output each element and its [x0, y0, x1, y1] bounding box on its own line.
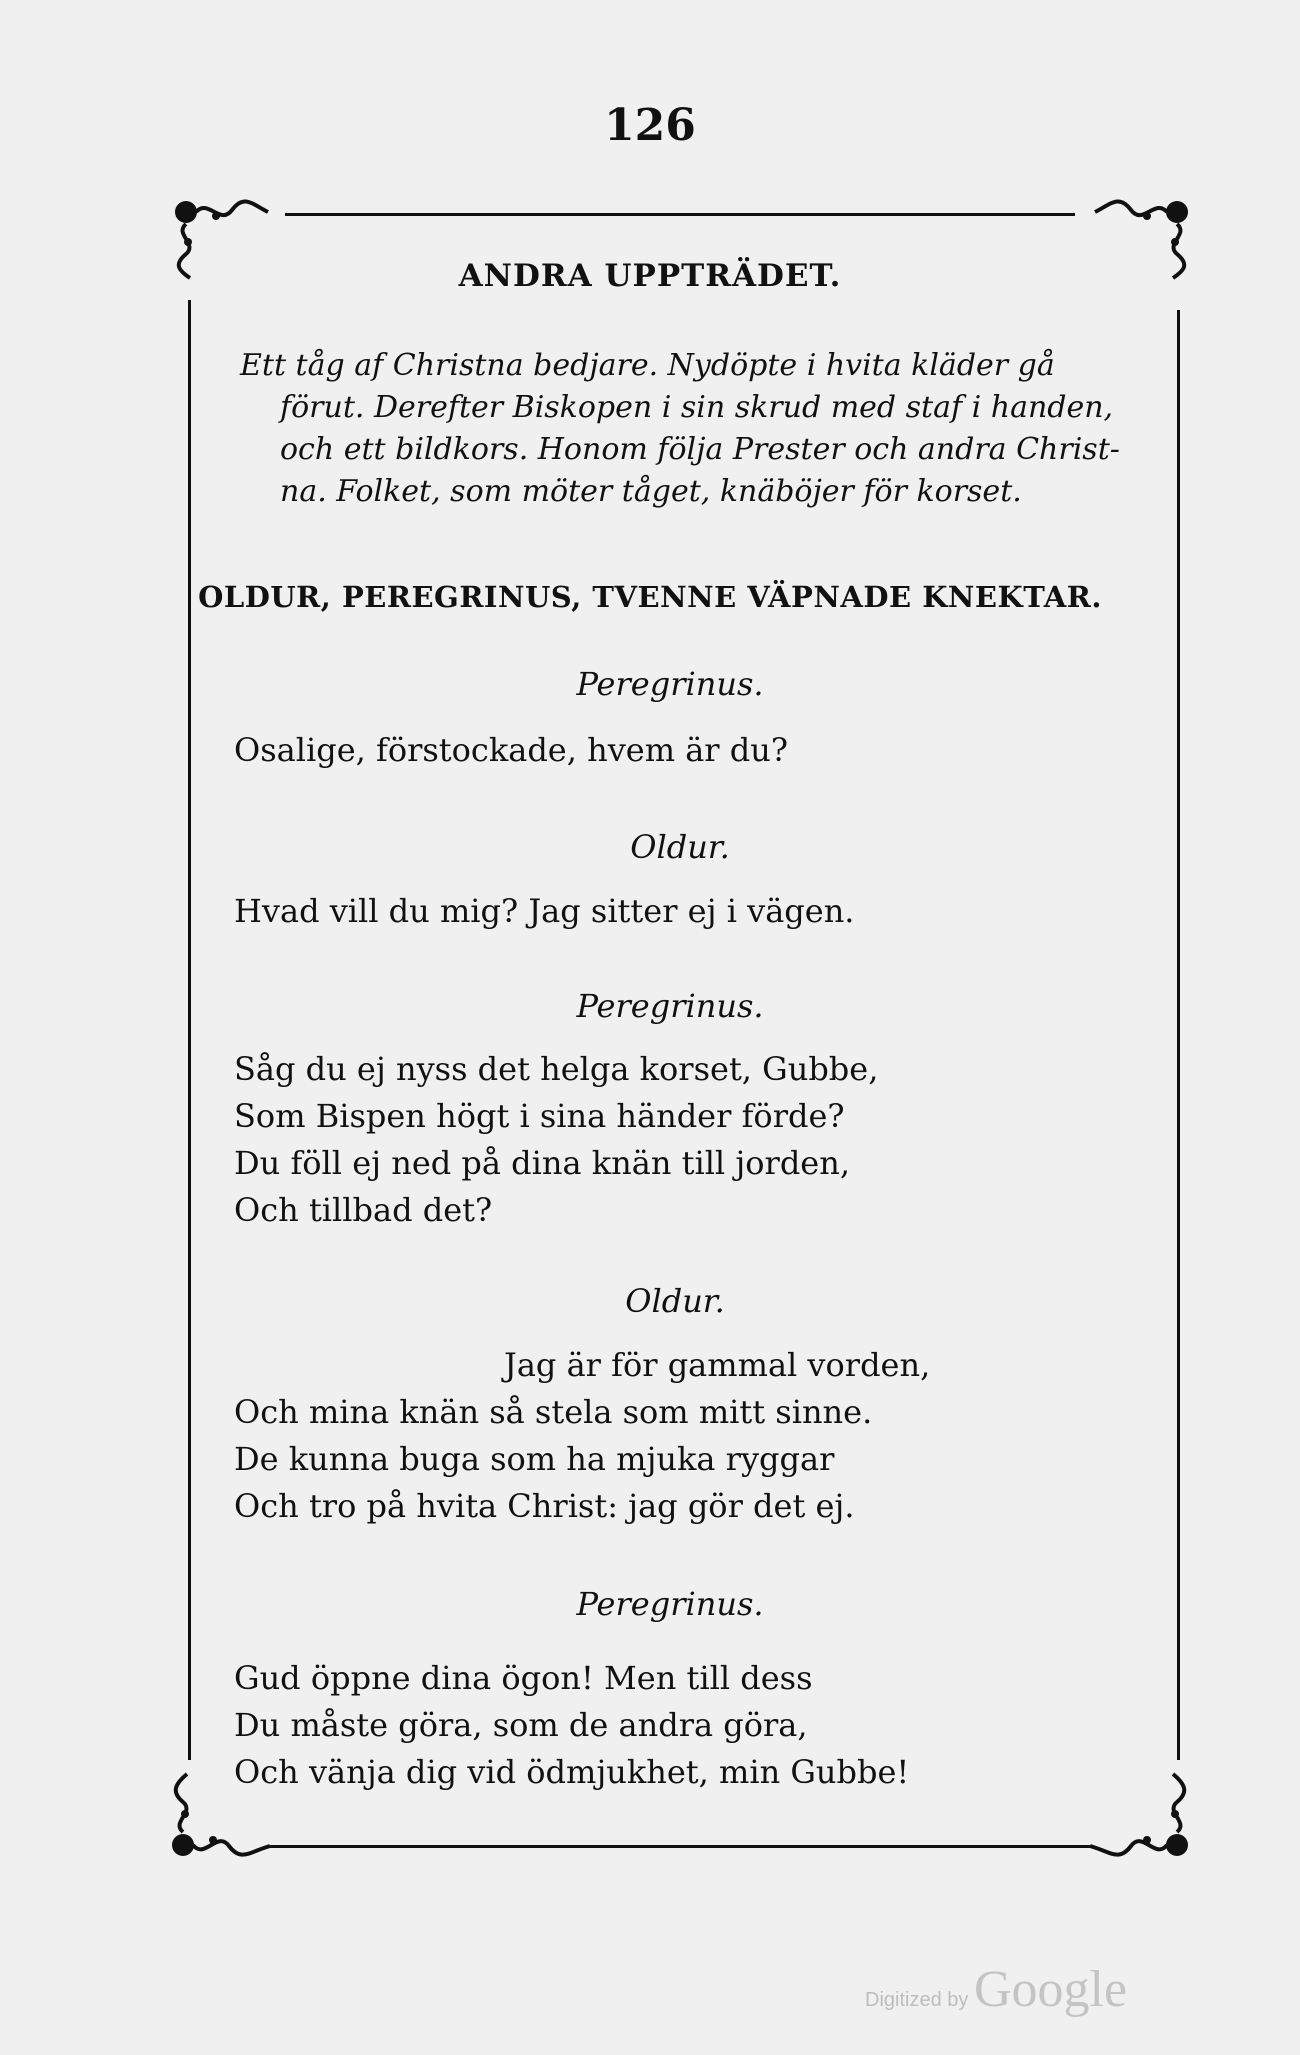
stage-direction-line: Ett tåg af Christna bedjare. Nydöpte i hvita kläder gå: [240, 348, 1055, 383]
verse-block: [234, 1046, 878, 1234]
left-rule: [188, 300, 191, 1760]
verse-block: [234, 1342, 930, 1530]
stage-direction-line: och ett bildkors. Honom följa Prester och andra Christ-: [280, 432, 1120, 467]
verse-line: Och mina knän så stela som mitt sinne.: [234, 1393, 873, 1431]
verse-line: Som Bispen högt i sina händer förde?: [234, 1097, 845, 1135]
verse-line: Du föll ej ned på dina knän till jorden,: [234, 1144, 851, 1182]
verse-line: Och tro på hvita Christ: jag gör det ej.: [234, 1487, 855, 1525]
verse-block: [234, 1655, 909, 1796]
speaker-name: Peregrinus.: [576, 665, 764, 703]
verse-line: Gud öppne dina ögon! Men till dess: [234, 1659, 813, 1697]
top-rule: [285, 213, 1075, 216]
speaker-name: Peregrinus.: [576, 987, 764, 1025]
watermark-brand: Google: [973, 1961, 1128, 2018]
verse-line: Hvad vill du mig? Jag sitter ej i vägen.: [234, 892, 855, 930]
verse-line: Jag är för gammal vorden,: [504, 1346, 931, 1384]
speaker-name: Oldur.: [630, 828, 730, 866]
page-number: 126: [604, 100, 696, 151]
scene-title: ANDRA UPPTRÄDET.: [458, 258, 842, 294]
right-rule: [1177, 310, 1180, 1760]
verse-block: [234, 727, 788, 774]
watermark-prefix: Digitized by: [865, 1989, 969, 2011]
bottom-rule: [270, 1845, 1090, 1848]
stage-direction-line: na. Folket, som möter tåget, knäböjer för korset.: [280, 474, 1022, 509]
verse-line: Och tillbad det?: [234, 1191, 493, 1229]
stage-direction: [240, 345, 1140, 513]
verse-line: Och vänja dig vid ödmjukhet, min Gubbe!: [234, 1753, 910, 1791]
verse-line: Såg du ej nyss det helga korset, Gubbe,: [234, 1050, 879, 1088]
verse-line: Osalige, förstockade, hvem är du?: [234, 731, 789, 769]
stage-direction-line: förut. Derefter Biskopen i sin skrud med staf i handen,: [280, 390, 1114, 425]
cast-list: OLDUR, PEREGRINUS, TVENNE VÄPNADE KNEKTAR.: [198, 580, 1102, 614]
speaker-name: Oldur.: [625, 1282, 725, 1320]
verse-block: [234, 888, 854, 935]
corner-flourish-bottom-right-icon: [1085, 1770, 1195, 1860]
verse-line: Du måste göra, som de andra göra,: [234, 1706, 808, 1744]
digitization-watermark: [865, 1960, 1127, 2019]
speaker-name: Peregrinus.: [576, 1585, 764, 1623]
verse-line: De kunna buga som ha mjuka ryggar: [234, 1440, 835, 1478]
